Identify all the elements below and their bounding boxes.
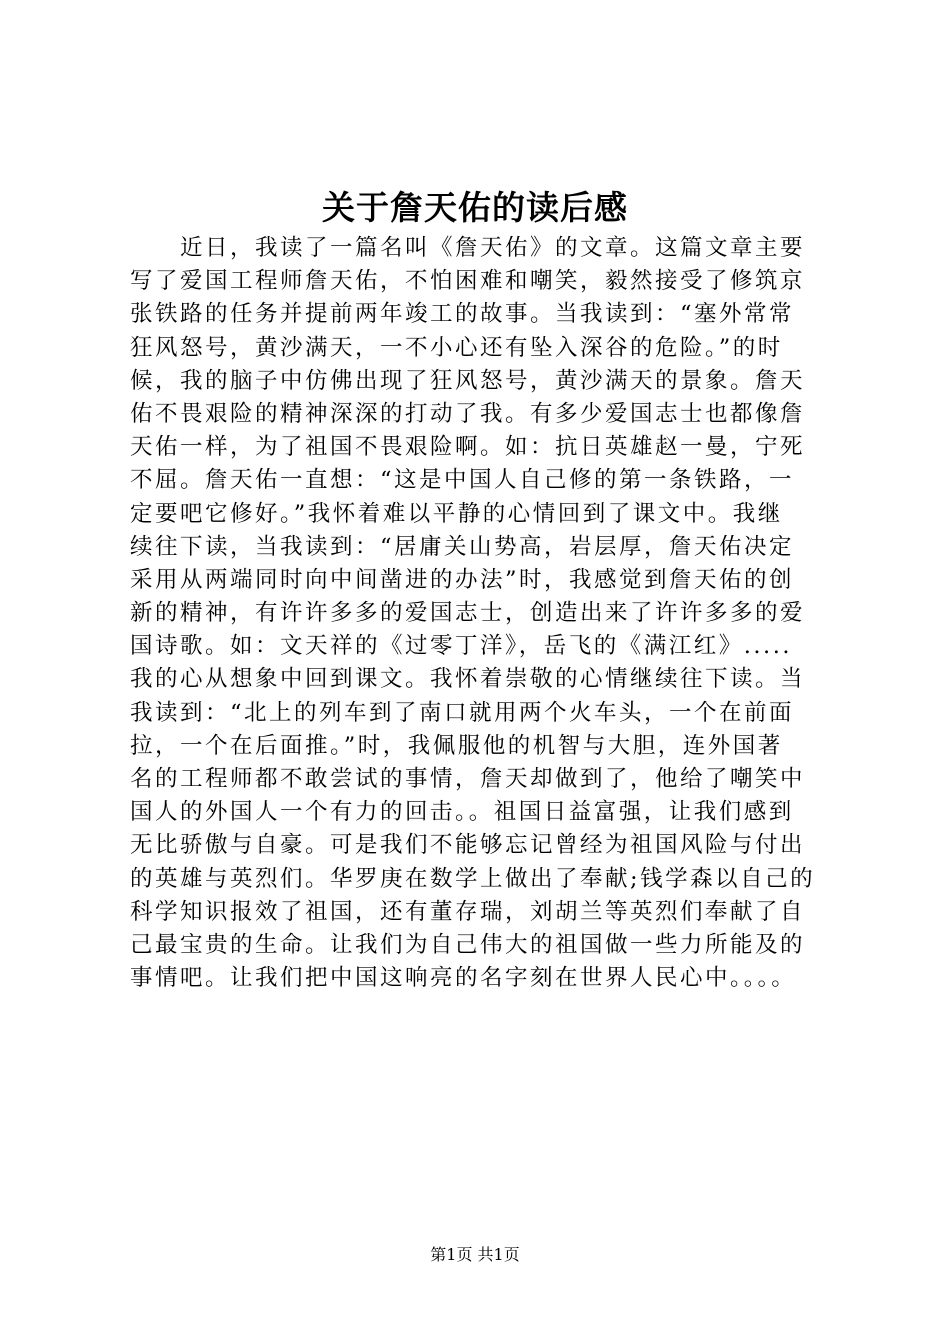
body-line: 国人的外国人一个有力的回击。。祖国日益富强，让我们感到: [130, 799, 794, 826]
body-line: 新的精神，有许许多多的爱国志士，创造出来了许许多多的爱: [130, 600, 806, 627]
body-line: 写了爱国工程师詹天佑，不怕困难和嘲笑，毅然接受了修筑京: [130, 268, 806, 295]
body-line: 续往下读，当我读到：“居庸关山势高，岩层厚，詹天佑决定: [130, 533, 795, 560]
body-line: 科学知识报效了祖国，还有董存瑞，刘胡兰等英烈们奉献了自: [130, 898, 806, 925]
body-line: 近日，我读了一篇名叫《詹天佑》的文章。这篇文章主要: [180, 235, 806, 261]
body-line: 的英雄与英烈们。华罗庚在数学上做出了奉献;钱学森以自己的: [130, 865, 816, 892]
body-line: 采用从两端同时向中间凿进的办法”时，我感觉到詹天佑的创: [130, 566, 795, 593]
page-footer: 第1页 共1页: [430, 1245, 520, 1264]
body-line: 己最宝贵的生命。让我们为自己伟大的祖国做一些力所能及的: [130, 931, 806, 958]
body-line: 名的工程师都不敢尝试的事情，詹天却做到了，他给了嘲笑中: [130, 766, 806, 792]
document-title: 关于詹天佑的读后感: [322, 188, 628, 227]
body-line: 张铁路的任务并提前两年竣工的故事。当我读到：“塞外常常: [130, 301, 795, 328]
body-line: 我读到：“北上的列车到了南口就用两个火车头，一个在前面: [130, 699, 795, 726]
body-line: 无比骄傲与自豪。可是我们不能够忘记曾经为祖国风险与付出: [130, 832, 806, 859]
body-line: 佑不畏艰险的精神深深的打动了我。有多少爱国志士也都像詹: [130, 400, 806, 427]
body-line: 天佑一样，为了祖国不畏艰险啊。如：抗日英雄赵一曼，宁死: [130, 434, 806, 461]
body-line: 国诗歌。如：文天祥的《过零丁洋》，岳飞的《满江红》.....: [130, 633, 793, 660]
body-line: 定要吧它修好。”我怀着难以平静的心情回到了课文中。我继: [130, 500, 783, 527]
body-line: 不屈。詹天佑一直想：“这是中国人自己修的第一条铁路，一: [130, 467, 795, 494]
body-line: 狂风怒号，黄沙满天，一不小心还有坠入深谷的危险。”的时: [130, 334, 783, 361]
body-line: 事情吧。让我们把中国这响亮的名字刻在世界人民心中。。。。: [130, 965, 797, 992]
body-line: 拉，一个在后面推。”时，我佩服他的机智与大胆，连外国著: [130, 732, 783, 759]
document-body: [130, 232, 860, 995]
body-line: 候，我的脑子中仿佛出现了狂风怒号，黄沙满天的景象。詹天: [130, 367, 806, 394]
body-line: 我的心从想象中回到课文。我怀着崇敬的心情继续往下读。当: [130, 666, 806, 693]
